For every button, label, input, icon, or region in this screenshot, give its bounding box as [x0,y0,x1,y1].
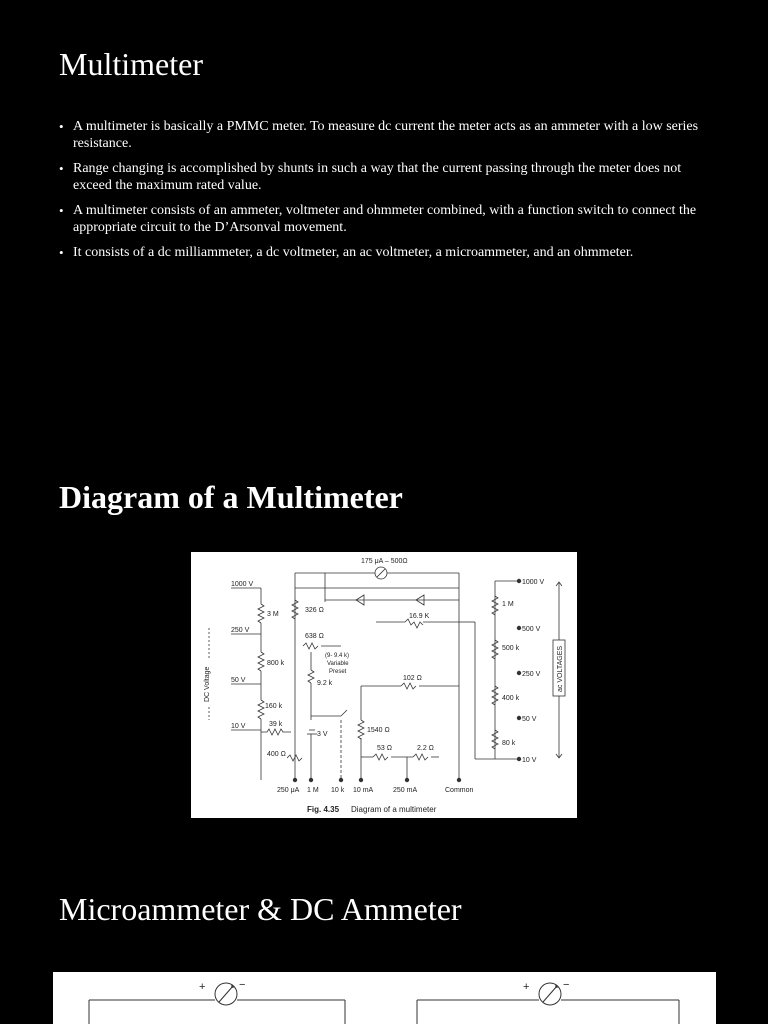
svg-text:3 V: 3 V [317,731,328,738]
figure-caption-number: Fig. 4.35 [307,805,340,814]
label-dc-1000v: 1000 V [231,581,254,588]
svg-text:50 V: 50 V [231,677,246,684]
svg-text:250 V: 250 V [522,671,541,678]
bullet-list [59,118,719,269]
terminal-label: 250 μA [277,787,300,794]
bullet-item: • Range changing is accomplished by shunts in such a way that the current passing through the meter does not exceed the maximum rated value. [59,160,719,194]
meter-label: 175 μA – 500Ω [361,558,408,565]
svg-text:326 Ω: 326 Ω [305,607,324,614]
section-title-diagram: Diagram of a Multimeter [59,479,403,515]
svg-text:1000 V: 1000 V [522,579,545,586]
svg-text:800 k: 800 k [267,660,285,667]
svg-text:3 M: 3 M [267,611,279,618]
bullet-item: • A multimeter consists of an ammeter, voltmeter and ohmmeter combined, with a function switch to connect the appropriate circuit to the D’Arsonval movement. [59,202,719,236]
terminal-label: 10 mA [353,787,374,794]
svg-text:2.2 Ω: 2.2 Ω [417,745,434,752]
svg-text:638 Ω: 638 Ω [305,633,324,640]
section-title-multimeter: Multimeter [59,46,203,82]
svg-text:16.9 K: 16.9 K [409,613,430,620]
bullet-item: • A multimeter is basically a PMMC meter. To measure dc current the meter acts as an ammeter with a low series resistance. [59,118,719,152]
label-ac-axis: ac VOLTAGES [557,645,564,692]
svg-text:250 V: 250 V [231,627,250,634]
svg-text:400 Ω: 400 Ω [267,751,286,758]
section-title-microammeter: Microammeter & DC Ammeter [59,891,462,927]
svg-text:500 V: 500 V [522,626,541,633]
bullet-item: • It consists of a dc milliammeter, a dc voltmeter, an ac voltmeter, a microammeter, and an ohmmeter. [59,244,719,261]
svg-text:1540 Ω: 1540 Ω [367,727,390,734]
svg-text:+: + [523,981,530,993]
label-dc-axis: DC Voltage [204,666,211,702]
svg-text:50 V: 50 V [522,716,537,723]
multimeter-diagram [191,552,577,818]
svg-text:53 Ω: 53 Ω [377,745,392,752]
svg-text:1 M: 1 M [502,601,514,608]
svg-text:160 k: 160 k [265,703,283,710]
svg-text:400 k: 400 k [502,695,520,702]
figure-caption-text: Diagram of a multimeter [351,805,437,814]
svg-text:−: − [563,979,570,991]
svg-text:102 Ω: 102 Ω [403,675,422,682]
svg-text:39 k: 39 k [269,721,283,728]
svg-text:Variable: Variable [327,661,349,667]
terminal-label: 250 mA [393,787,418,794]
microammeter-ammeter-diagram [53,972,716,1024]
terminal-label: Common [445,787,474,794]
svg-text:10 V: 10 V [522,757,537,764]
svg-text:10 V: 10 V [231,723,246,730]
svg-text:(9- 9.4 k): (9- 9.4 k) [325,653,350,659]
svg-text:9.2 k: 9.2 k [317,680,333,687]
svg-text:+: + [199,981,206,993]
svg-text:80 k: 80 k [502,740,516,747]
terminal-label: 1 M [307,787,319,794]
svg-text:500 k: 500 k [502,645,520,652]
svg-text:Preset: Preset [329,669,347,675]
terminal-label: 10 k [331,787,345,794]
svg-text:−: − [239,979,246,991]
